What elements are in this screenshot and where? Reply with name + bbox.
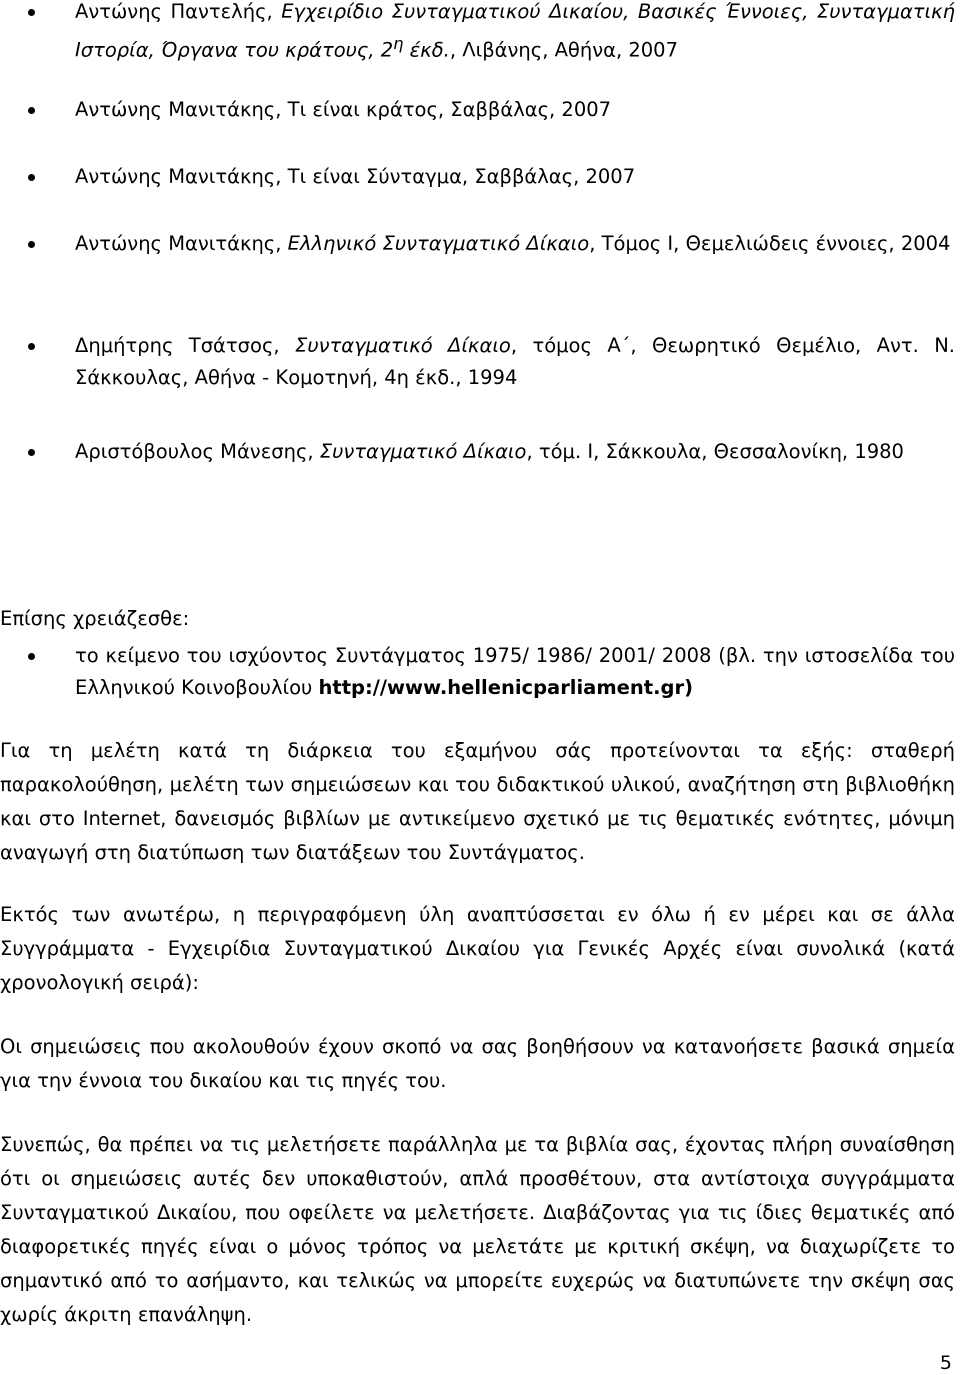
reference-details: , τόμος Α΄, Θεωρητικό Θεμέλιο, Αντ. Ν. Σάκκουλας, Αθήνα - Κομοτηνή, 4η έκδ., 1994 [75,334,955,389]
reference-details: , Τόμος Ι, Θεμελιώδεις έννοιες, 2004 [589,232,951,255]
notes-purpose-paragraph: Οι σημειώσεις που ακολουθούν έχουν σκοπό να σας βοηθήσουν να κατανοήσετε βασικά σημεία για την έννοια του δικαίου και τις πηγές του. [0,1035,955,1092]
reference-title: Εγχειρίδιο Συνταγματικού Δικαίου, Βασικές Έννοιες, Συνταγματική Ιστορία, Όργανα του κράτους, 2 [75,0,955,62]
reference-author: Αντώνης Μανιτάκης, [75,232,288,255]
reference-item [75,330,955,394]
reference-item [75,0,955,67]
reference-author: Δημήτρης Τσάτσος, [75,334,295,357]
reference-item [75,228,955,260]
reference-details: , Λιβάνης, Αθήνα, 2007 [449,38,678,62]
also-needed-heading: Επίσης χρειάζεσθε: [0,607,190,630]
reference-text: Αντώνης Μανιτάκης, Τι είναι κράτος, Σαββάλας, 2007 [75,98,612,121]
reference-title: Συνταγματικό Δίκαιο [319,440,527,463]
reference-title-tail: έκδ. [403,38,450,62]
reference-details: , τόμ. Ι, Σάκκουλα, Θεσσαλονίκη, 1980 [526,440,904,463]
also-needed-text: το κείμενο του ισχύοντος Συντάγματος 1975/ 1986/ 2001/ 2008 (βλ. την ιστοσελίδα του Ελληνικού Κοινοβουλίου [75,644,955,699]
study-method-paragraph: Συνεπώς, θα πρέπει να τις μελετήσετε παράλληλα με τα βιβλία σας, έχοντας πλήρη συναίσθηση ότι οι σημειώσεις αυτές δεν υποκαθιστούν, απλά προσθέτουν, στα αντίστοιχα συγγράμματα Συνταγματικού Δικαίου, που οφείλετε να μελετήσετε. Διαβάζοντας για τις ίδιες θεματικές από διαφορετικές πηγές είναι ο μόνος τρόπος να μελετάτε με κριτική σκέψη, να διαχωρίζετε το σημαντικό από το ασήμαντο, και τελικώς να μπορείτε ευχερώς να διατυπώνετε την σκέψη σας χωρίς άκριτη επανάληψη. [0,1133,955,1326]
reference-author: Αντώνης Παντελής, [75,0,282,23]
parliament-url: http://www.hellenicparliament.gr [318,676,685,699]
reference-item [75,436,955,468]
study-advice-paragraph: Για τη μελέτη κατά τη διάρκεια του εξαμήνου σάς προτείνονται τα εξής: σταθερή παρακολούθηση, μελέτη των σημειώσεων και του διδακτικού υλικού, αναζήτηση στη βιβλιοθήκη και στο Internet, δανεισμός βιβλίων με αντικείμενο σχετικό με τις θεματικές ενότητες, μόνιμη αναγωγή στη διατύπωση των διατάξεων του Συντάγματος. [0,739,955,864]
reference-item [75,161,955,193]
reference-title: Ελληνικό Συνταγματικό Δίκαιο [287,232,590,255]
page-number: 5 [939,1352,952,1374]
reference-title: Συνταγματικό Δίκαιο [295,334,511,357]
also-needed-close: ) [684,676,693,699]
reference-author: Αριστόβουλος Μάνεσης, [75,440,320,463]
other-textbooks-paragraph: Εκτός των ανωτέρω, η περιγραφόμενη ύλη αναπτύσσεται εν όλω ή εν μέρει και σε άλλα Συγγράμματα - Εγχειρίδια Συνταγματικού Δικαίου για Γενικές Αρχές είναι συνολικά (κατά χρονολογική σειρά): [0,903,955,994]
reference-title-superscript: η [393,34,404,53]
also-needed-item [75,640,955,704]
reference-text: Αντώνης Μανιτάκης, Τι είναι Σύνταγμα, Σαββάλας, 2007 [75,165,636,188]
reference-item [75,94,955,126]
